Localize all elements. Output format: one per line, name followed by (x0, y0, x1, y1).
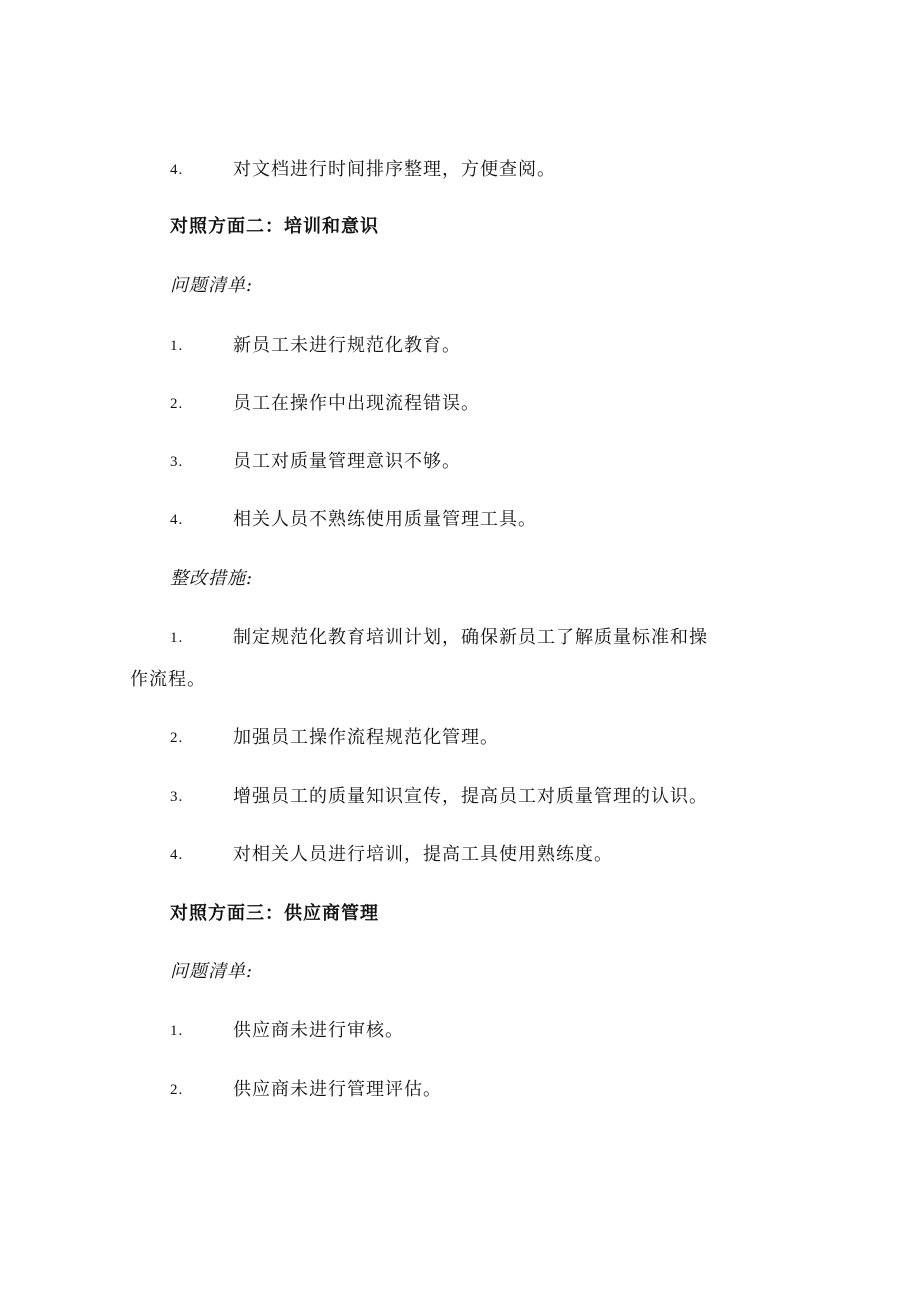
list-text: 加强员工操作流程规范化管理。 (233, 727, 499, 748)
list-text: 制定规范化教育培训计划，确保新员工了解质量标准和操 (233, 627, 708, 648)
list-number: 4. (170, 162, 184, 178)
list-text: 供应商未进行管理评估。 (233, 1079, 442, 1100)
list-text: 员工在操作中出现流程错误。 (233, 393, 480, 414)
list-number: 3. (170, 454, 184, 470)
problems-label: 问题清单: (170, 961, 254, 982)
list-number: 1. (170, 630, 184, 646)
list-text: 新员工未进行规范化教育。 (233, 335, 461, 356)
list-number: 1. (170, 1023, 184, 1039)
list-number: 2. (170, 730, 184, 746)
list-number: 1. (170, 338, 184, 354)
list-text-continuation: 作流程。 (130, 669, 206, 690)
list-text: 供应商未进行审核。 (233, 1020, 404, 1041)
list-number: 4. (170, 847, 184, 863)
list-text: 相关人员不熟练使用质量管理工具。 (233, 509, 537, 530)
list-number: 2. (170, 396, 184, 412)
list-text: 对相关人员进行培训，提高工具使用熟练度。 (233, 844, 613, 865)
list-text: 对文档进行时间排序整理，方便查阅。 (233, 159, 556, 180)
list-text: 员工对质量管理意识不够。 (233, 451, 461, 472)
section-heading-2: 对照方面二：培训和意识 (170, 216, 379, 237)
measures-label: 整改措施: (170, 568, 254, 589)
list-text: 增强员工的质量知识宣传，提高员工对质量管理的认识。 (233, 786, 708, 807)
list-number: 4. (170, 512, 184, 528)
list-number: 3. (170, 789, 184, 805)
list-number: 2. (170, 1082, 184, 1098)
problems-label: 问题清单: (170, 275, 254, 296)
section-heading-3: 对照方面三：供应商管理 (170, 903, 379, 924)
